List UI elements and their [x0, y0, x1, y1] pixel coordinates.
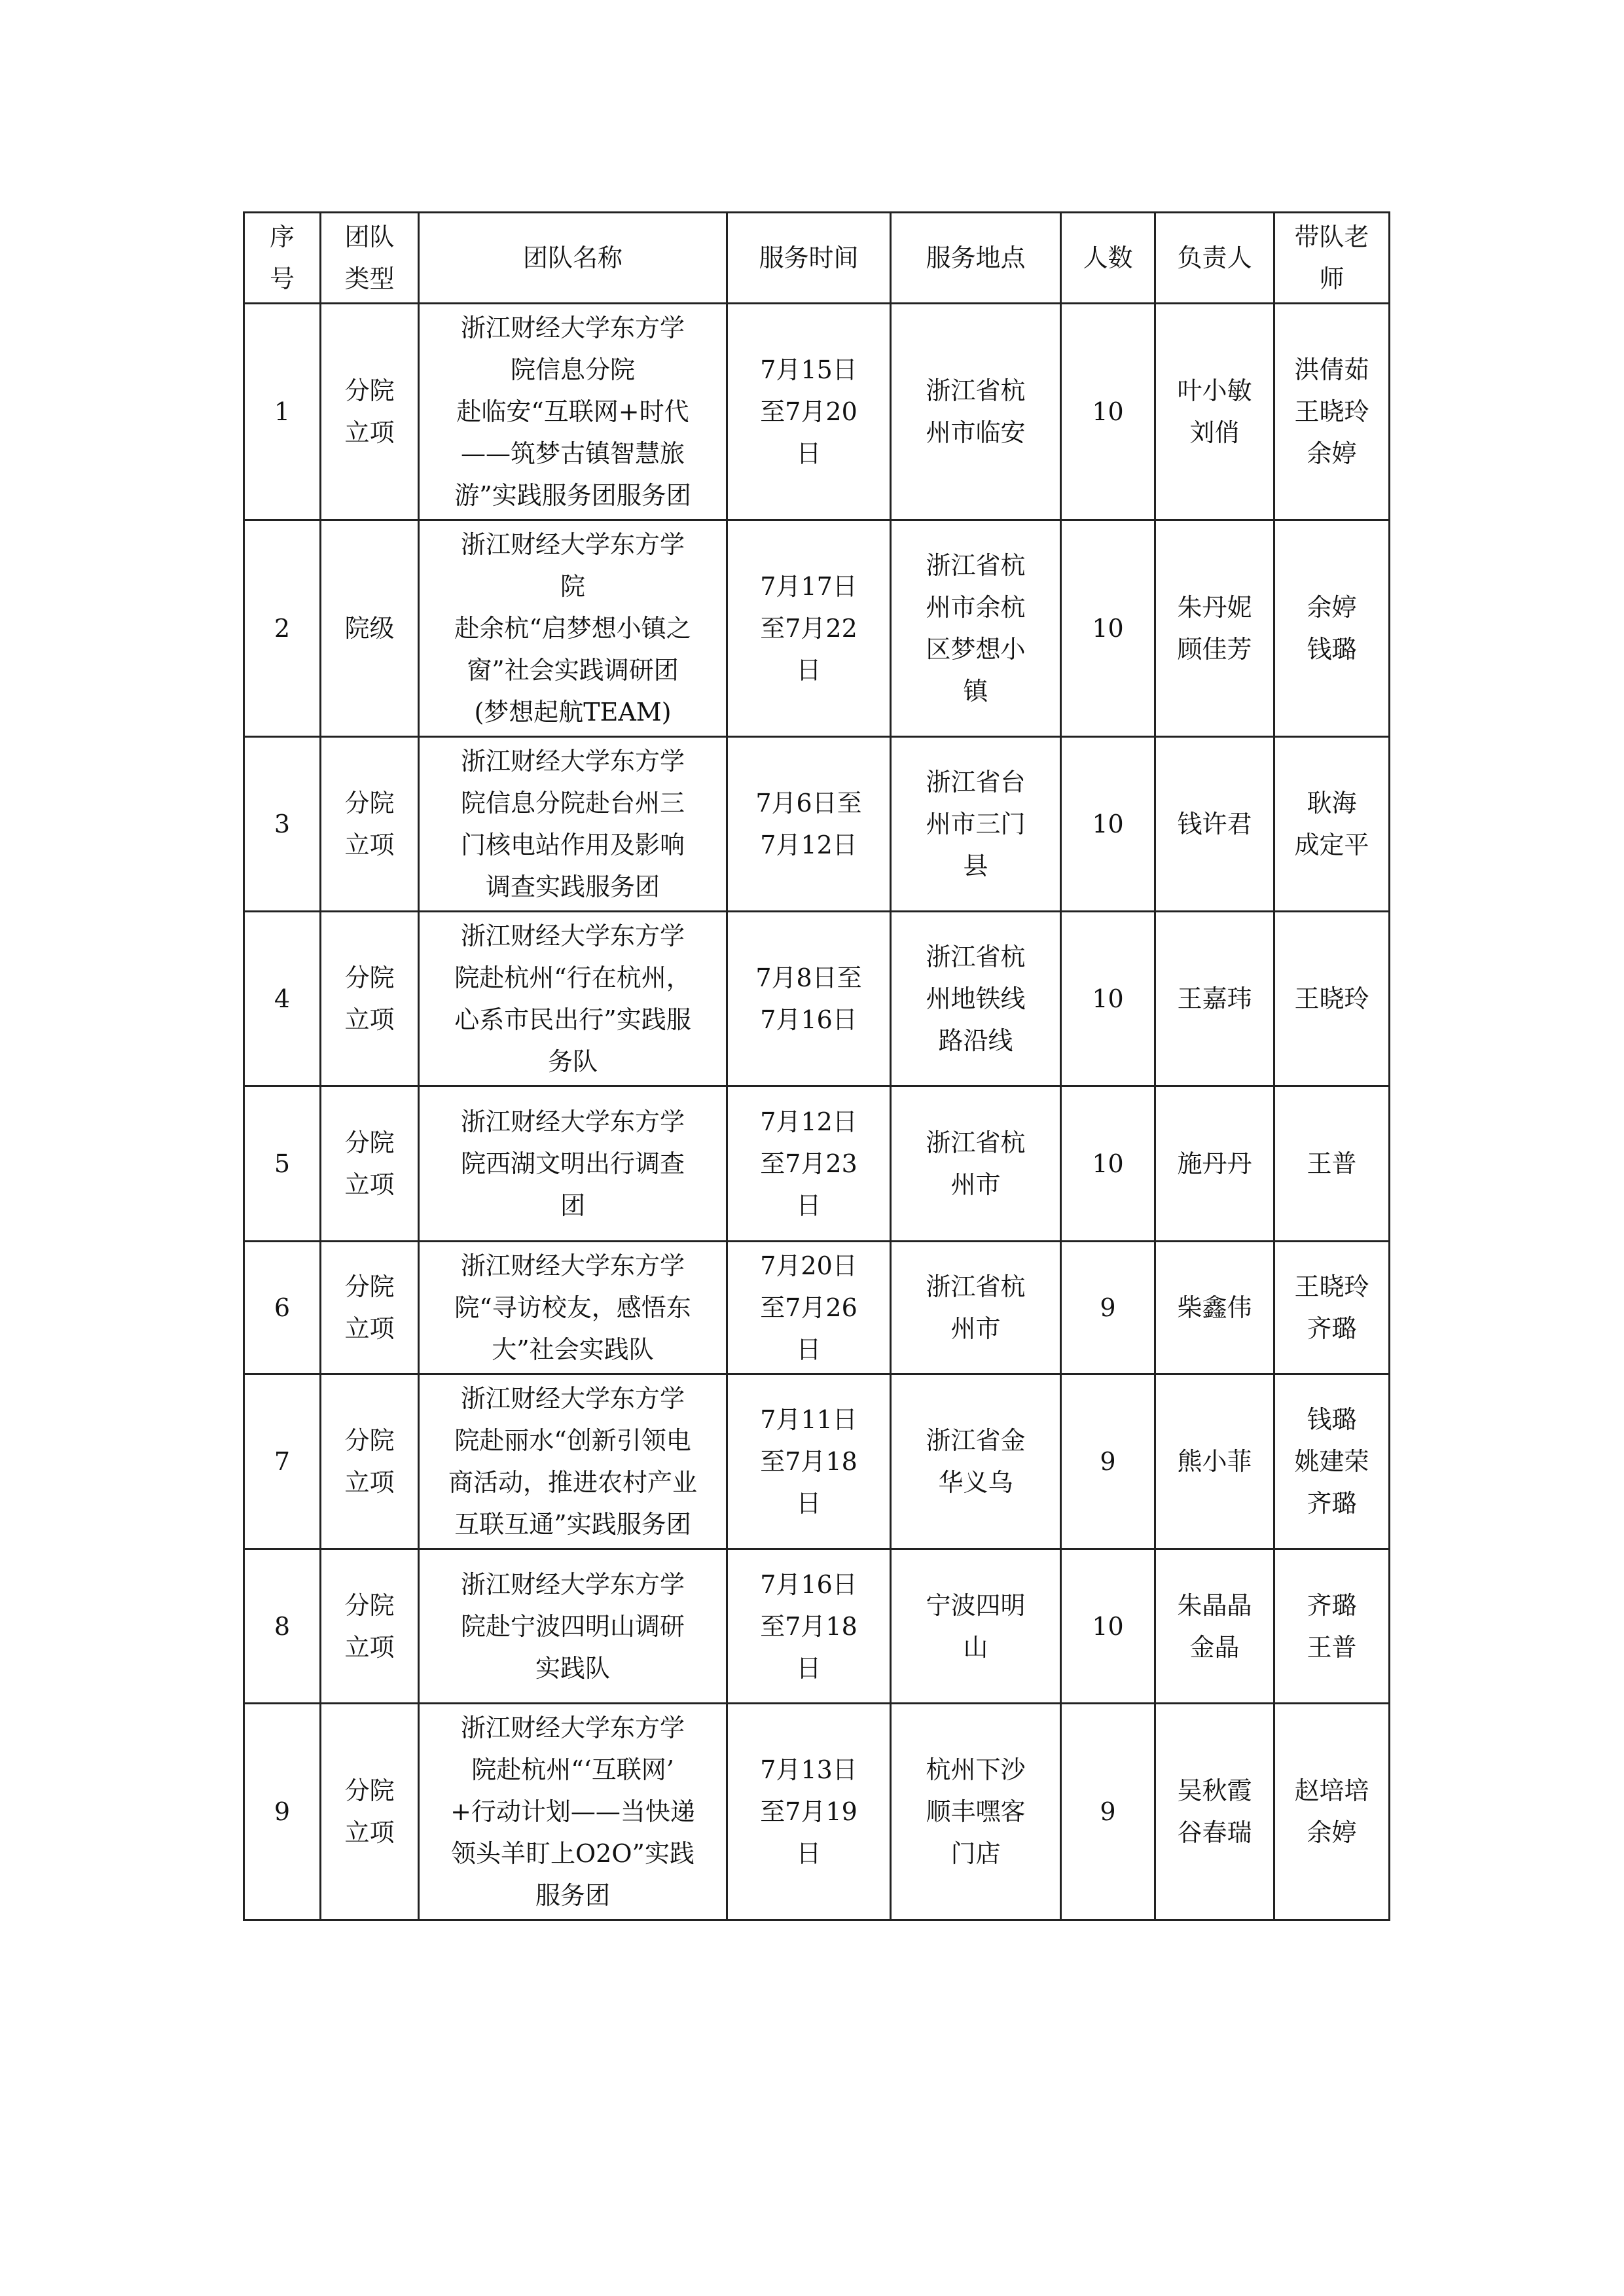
header-name: 团队名称 [419, 213, 727, 304]
cell-place: 浙江省杭 州市 [891, 1086, 1061, 1242]
cell-count: 10 [1061, 520, 1155, 737]
cell-count: 10 [1061, 1549, 1155, 1704]
cell-place: 浙江省杭 州市余杭 区梦想小 镇 [891, 520, 1061, 737]
cell-place: 浙江省杭 州市 [891, 1242, 1061, 1374]
cell-no: 2 [244, 520, 321, 737]
cell-name: 浙江财经大学东方学 院西湖文明出行调查 团 [419, 1086, 727, 1242]
cell-leader: 柴鑫伟 [1155, 1242, 1274, 1374]
cell-time: 7月8日至 7月16日 [727, 912, 891, 1086]
cell-no: 9 [244, 1704, 321, 1920]
cell-time: 7月6日至 7月12日 [727, 737, 891, 912]
table-row [244, 1549, 1390, 1704]
cell-leader: 王嘉玮 [1155, 912, 1274, 1086]
cell-name: 浙江财经大学东方学 院赴丽水“创新引领电 商活动，推进农村产业 互联互通”实践服务团 [419, 1374, 727, 1549]
cell-time: 7月13日 至7月19 日 [727, 1704, 891, 1920]
cell-type: 分院 立项 [321, 1704, 419, 1920]
table-row [244, 1086, 1390, 1242]
cell-count: 9 [1061, 1242, 1155, 1374]
cell-no: 1 [244, 304, 321, 520]
header-no: 序 号 [244, 213, 321, 304]
cell-type: 分院 立项 [321, 1242, 419, 1374]
cell-teacher: 耿海 成定平 [1274, 737, 1390, 912]
header-leader: 负责人 [1155, 213, 1274, 304]
cell-place: 浙江省杭 州地铁线 路沿线 [891, 912, 1061, 1086]
cell-leader: 施丹丹 [1155, 1086, 1274, 1242]
cell-time: 7月11日 至7月18 日 [727, 1374, 891, 1549]
cell-type: 分院 立项 [321, 912, 419, 1086]
table-row [244, 737, 1390, 912]
header-teacher: 带队老 师 [1274, 213, 1390, 304]
cell-teacher: 赵培培 余婷 [1274, 1704, 1390, 1920]
cell-leader: 朱丹妮 顾佳芳 [1155, 520, 1274, 737]
header-type: 团队 类型 [321, 213, 419, 304]
cell-no: 4 [244, 912, 321, 1086]
table-row [244, 1242, 1390, 1374]
cell-type: 分院 立项 [321, 737, 419, 912]
cell-teacher: 钱璐 姚建荣 齐璐 [1274, 1374, 1390, 1549]
cell-teacher: 王普 [1274, 1086, 1390, 1242]
cell-leader: 钱许君 [1155, 737, 1274, 912]
cell-time: 7月20日 至7月26 日 [727, 1242, 891, 1374]
cell-time: 7月15日 至7月20 日 [727, 304, 891, 520]
practice-teams-table [243, 211, 1390, 1921]
table-row [244, 1704, 1390, 1920]
cell-name: 浙江财经大学东方学 院信息分院赴台州三 门核电站作用及影响 调查实践服务团 [419, 737, 727, 912]
table-row [244, 1374, 1390, 1549]
cell-no: 3 [244, 737, 321, 912]
table-row [244, 304, 1390, 520]
cell-place: 浙江省杭 州市临安 [891, 304, 1061, 520]
header-count: 人数 [1061, 213, 1155, 304]
cell-leader: 朱晶晶 金晶 [1155, 1549, 1274, 1704]
cell-count: 10 [1061, 304, 1155, 520]
cell-place: 杭州下沙 顺丰嘿客 门店 [891, 1704, 1061, 1920]
cell-count: 9 [1061, 1374, 1155, 1549]
cell-no: 5 [244, 1086, 321, 1242]
cell-place: 宁波四明 山 [891, 1549, 1061, 1704]
header-time: 服务时间 [727, 213, 891, 304]
cell-name: 浙江财经大学东方学 院赴杭州“行在杭州， 心系市民出行”实践服 务队 [419, 912, 727, 1086]
cell-count: 10 [1061, 737, 1155, 912]
cell-no: 8 [244, 1549, 321, 1704]
cell-leader: 熊小菲 [1155, 1374, 1274, 1549]
cell-time: 7月17日 至7月22 日 [727, 520, 891, 737]
cell-teacher: 齐璐 王普 [1274, 1549, 1390, 1704]
table-header-row [244, 213, 1390, 304]
cell-type: 院级 [321, 520, 419, 737]
cell-time: 7月12日 至7月23 日 [727, 1086, 891, 1242]
cell-type: 分院 立项 [321, 1374, 419, 1549]
cell-name: 浙江财经大学东方学 院 赴余杭“启梦想小镇之 窗”社会实践调研团 (梦想起航TEAM) [419, 520, 727, 737]
cell-place: 浙江省金 华义乌 [891, 1374, 1061, 1549]
cell-type: 分院 立项 [321, 1086, 419, 1242]
cell-type: 分院 立项 [321, 1549, 419, 1704]
cell-name: 浙江财经大学东方学 院赴宁波四明山调研 实践队 [419, 1549, 727, 1704]
cell-teacher: 余婷 钱璐 [1274, 520, 1390, 737]
cell-no: 6 [244, 1242, 321, 1374]
cell-count: 9 [1061, 1704, 1155, 1920]
cell-time: 7月16日 至7月18 日 [727, 1549, 891, 1704]
cell-no: 7 [244, 1374, 321, 1549]
cell-teacher: 王晓玲 齐璐 [1274, 1242, 1390, 1374]
cell-place: 浙江省台 州市三门 县 [891, 737, 1061, 912]
cell-name: 浙江财经大学东方学 院“寻访校友，感悟东 大”社会实践队 [419, 1242, 727, 1374]
cell-teacher: 洪倩茹 王晓玲 余婷 [1274, 304, 1390, 520]
cell-name: 浙江财经大学东方学 院信息分院 赴临安“互联网+时代 ——筑梦古镇智慧旅 游”实践服务团服务团 [419, 304, 727, 520]
table-row [244, 912, 1390, 1086]
cell-leader: 叶小敏 刘俏 [1155, 304, 1274, 520]
header-place: 服务地点 [891, 213, 1061, 304]
cell-leader: 吴秋霞 谷春瑞 [1155, 1704, 1274, 1920]
cell-count: 10 [1061, 1086, 1155, 1242]
cell-name: 浙江财经大学东方学 院赴杭州“‘互联网’ +行动计划——当快递 领头羊盯上O2O”实践 服务团 [419, 1704, 727, 1920]
cell-type: 分院 立项 [321, 304, 419, 520]
cell-teacher: 王晓玲 [1274, 912, 1390, 1086]
table-row [244, 520, 1390, 737]
cell-count: 10 [1061, 912, 1155, 1086]
